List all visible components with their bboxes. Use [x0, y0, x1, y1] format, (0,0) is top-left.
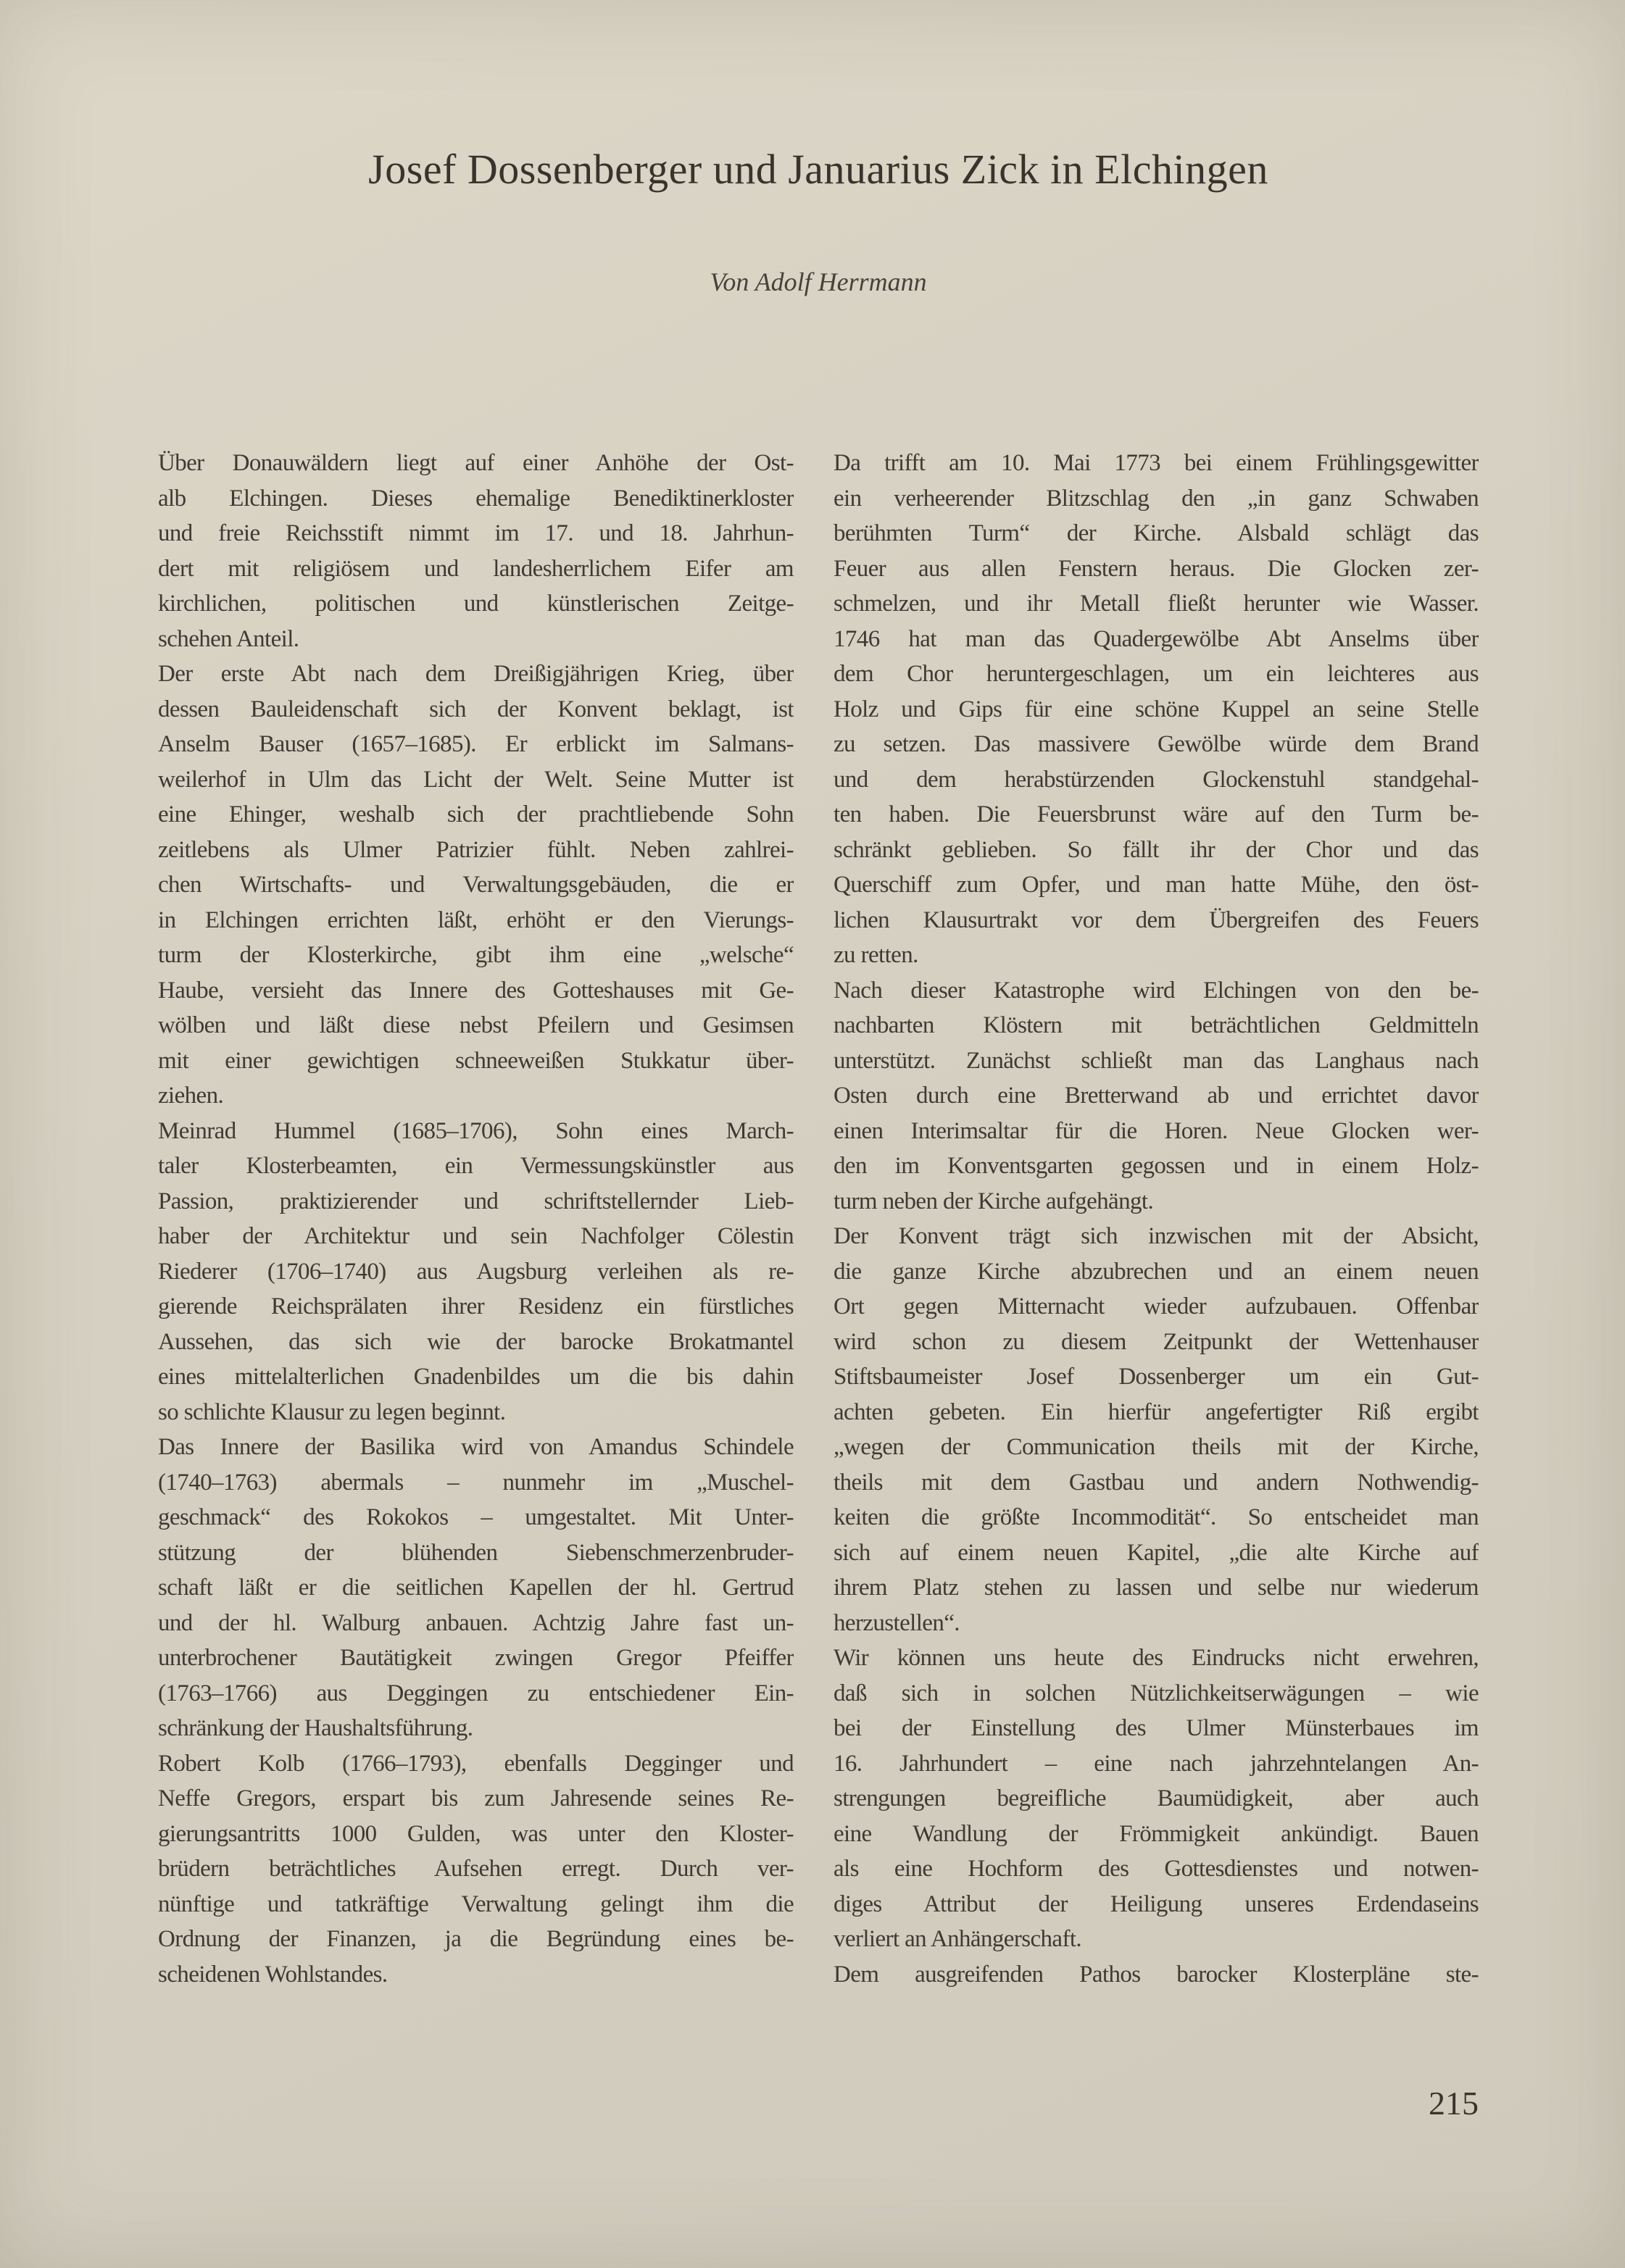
- text-line: Riederer (1706–1740) aus Augsburg verleihen als re-: [158, 1258, 794, 1285]
- text-line: wölben und läßt diese nebst Pfeilern und Gesimsen: [158, 1012, 794, 1038]
- text-line: sich auf einem neuen Kapitel, „die alte Kirche auf: [834, 1539, 1479, 1566]
- text-line: (1740–1763) abermals – nunmehr im „Muschel-: [158, 1469, 794, 1496]
- paragraph: [158, 446, 794, 656]
- text-line: diges Attribut der Heiligung unseres Erdendaseins: [834, 1890, 1479, 1917]
- text-line: wird schon zu diesem Zeitpunkt der Wettenhauser: [834, 1328, 1479, 1355]
- text-line: schehen Anteil.: [158, 625, 299, 652]
- text-line: ziehen.: [158, 1083, 224, 1109]
- text-line: eines mittelalterlichen Gnadenbildes um die bis dahin: [158, 1364, 794, 1390]
- text-line: Passion, praktizierender und schriftstellernder Lieb-: [158, 1188, 794, 1214]
- text-line: haber der Architektur und sein Nachfolger Cölestin: [158, 1223, 794, 1249]
- text-line: kirchlichen, politischen und künstlerischen Zeitge-: [158, 591, 794, 617]
- text-line: Über Donauwäldern liegt auf einer Anhöhe der Ost-: [158, 450, 794, 476]
- text-line: brüdern beträchtliches Aufsehen erregt. Durch ver-: [158, 1856, 794, 1882]
- text-line: ihrem Platz stehen zu lassen und selbe nur wiederum: [834, 1575, 1479, 1601]
- text-line: herzustellen“.: [834, 1609, 960, 1636]
- text-line: chen Wirtschafts- und Verwaltungsgebäuden, die er: [158, 872, 794, 898]
- paragraph: [834, 1957, 1479, 1993]
- paragraph: [834, 1219, 1479, 1640]
- text-line: Ort gegen Mitternacht wieder aufzubauen. Offenbar: [834, 1293, 1479, 1319]
- text-line: (1763–1766) aus Deggingen zu entschiedener Ein-: [158, 1680, 794, 1706]
- text-line: den im Konventsgarten gegossen und in einem Holz-: [834, 1153, 1479, 1179]
- paragraph: [158, 1430, 794, 1746]
- paragraph: [158, 1114, 794, 1430]
- text-line: als eine Hochform des Gottesdienstes und notwen-: [834, 1856, 1479, 1882]
- text-line: scheidenen Wohlstandes.: [158, 1961, 388, 1988]
- text-line: schränkung der Haushaltsführung.: [158, 1715, 473, 1741]
- text-line: schaft läßt er die seitlichen Kapellen der hl. Gertrud: [158, 1575, 794, 1601]
- text-line: schränkt geblieben. So fällt ihr der Chor und das: [834, 836, 1479, 863]
- text-line: nünftige und tatkräftige Verwaltung gelingt ihm die: [158, 1890, 794, 1917]
- text-line: turm der Klosterkirche, gibt ihm eine „welsche“: [158, 942, 794, 968]
- text-line: und dem herabstürzenden Glockenstuhl standgehal-: [834, 766, 1479, 793]
- text-line: turm neben der Kirche aufgehängt.: [834, 1188, 1154, 1214]
- text-line: „wegen der Communication theils mit der Kirche,: [834, 1434, 1479, 1460]
- text-line: nachbarten Klöstern mit beträchtlichen Geldmitteln: [834, 1012, 1479, 1038]
- text-line: Feuer aus allen Fenstern heraus. Die Glocken zer-: [834, 555, 1479, 582]
- page-number: 215: [1429, 2085, 1479, 2122]
- text-line: eine Ehinger, weshalb sich der prachtliebende Sohn: [158, 801, 794, 827]
- text-line: mit einer gewichtigen schneeweißen Stukkatur über-: [158, 1047, 794, 1074]
- text-line: ein verheerender Blitzschlag den „in ganz Schwaben: [834, 485, 1479, 512]
- text-line: gierende Reichsprälaten ihrer Residenz ein fürstliches: [158, 1293, 794, 1319]
- text-line: eine Wandlung der Frömmigkeit ankündigt. Bauen: [834, 1820, 1479, 1847]
- text-line: Meinrad Hummel (1685–1706), Sohn eines March-: [158, 1117, 794, 1144]
- page-title: Josef Dossenberger und Januarius Zick in Elchingen: [368, 146, 1268, 193]
- text-line: dem Chor heruntergeschlagen, um ein leichteres aus: [834, 661, 1479, 687]
- text-line: 1746 hat man das Quadergewölbe Abt Anselms über: [834, 625, 1479, 652]
- text-line: dessen Bauleidenschaft sich der Konvent beklagt, ist: [158, 696, 794, 722]
- text-line: berühmten Turm“ der Kirche. Alsbald schlägt das: [834, 520, 1479, 546]
- text-line: weilerhof in Ulm das Licht der Welt. Seine Mutter ist: [158, 766, 794, 793]
- paragraph: [834, 973, 1479, 1220]
- text-column-left: [158, 446, 794, 1992]
- text-line: Querschiff zum Opfer, und man hatte Mühe, den öst-: [834, 872, 1479, 898]
- text-line: achten gebeten. Ein hierfür angefertigter Riß ergibt: [834, 1398, 1479, 1425]
- paragraph: [158, 1746, 794, 1993]
- text-line: daß sich in solchen Nützlichkeitserwägungen – wie: [834, 1680, 1479, 1706]
- text-line: keiten die größte Incommodität“. So entscheidet man: [834, 1504, 1479, 1530]
- text-line: taler Klosterbeamten, ein Vermessungskünstler aus: [158, 1153, 794, 1179]
- paragraph: [158, 656, 794, 1114]
- text-line: Das Innere der Basilika wird von Amandus Schindele: [158, 1434, 794, 1460]
- text-line: alb Elchingen. Dieses ehemalige Benediktinerkloster: [158, 485, 794, 512]
- text-line: ten haben. Die Feuersbrunst wäre auf den Turm be-: [834, 801, 1479, 827]
- text-line: theils mit dem Gastbau und andern Nothwendig-: [834, 1469, 1479, 1496]
- text-line: und freie Reichsstift nimmt im 17. und 18. Jahrhun-: [158, 520, 794, 546]
- text-line: Neffe Gregors, erspart bis zum Jahresende seines Re-: [158, 1785, 794, 1812]
- text-line: und der hl. Walburg anbauen. Achtzig Jahre fast un-: [158, 1609, 794, 1636]
- text-line: gierungsantritts 1000 Gulden, was unter den Kloster-: [158, 1820, 794, 1847]
- text-line: einen Interimsaltar für die Horen. Neue Glocken wer-: [834, 1117, 1479, 1144]
- text-line: Der erste Abt nach dem Dreißigjährigen Krieg, über: [158, 661, 794, 687]
- text-line: Anselm Bauser (1657–1685). Er erblickt im Salmans-: [158, 731, 794, 757]
- text-column-right: [834, 446, 1479, 1992]
- text-line: 16. Jahrhundert – eine nach jahrzehntelangen An-: [834, 1750, 1479, 1777]
- text-line: Da trifft am 10. Mai 1773 bei einem Frühlingsgewitter: [834, 450, 1479, 476]
- text-line: unterbrochener Bautätigkeit zwingen Gregor Pfeiffer: [158, 1645, 794, 1671]
- text-line: verliert an Anhängerschaft.: [834, 1926, 1082, 1952]
- text-line: bei der Einstellung des Ulmer Münsterbaues im: [834, 1715, 1479, 1741]
- text-line: Aussehen, das sich wie der barocke Brokatmantel: [158, 1328, 794, 1355]
- text-line: zeitlebens als Ulmer Patrizier fühlt. Neben zahlrei-: [158, 836, 794, 863]
- text-line: in Elchingen errichten läßt, erhöht er den Vierungs-: [158, 906, 794, 933]
- text-line: zu retten.: [834, 942, 918, 968]
- text-line: Holz und Gips für eine schöne Kuppel an seine Stelle: [834, 696, 1479, 722]
- text-line: lichen Klausurtrakt vor dem Übergreifen des Feuers: [834, 906, 1479, 933]
- text-line: stützung der blühenden Siebenschmerzenbruder-: [158, 1539, 794, 1566]
- text-line: zu setzen. Das massivere Gewölbe würde dem Brand: [834, 731, 1479, 757]
- paragraph: [834, 1640, 1479, 1957]
- text-line: strengungen begreifliche Baumüdigkeit, aber auch: [834, 1785, 1479, 1812]
- text-line: Der Konvent trägt sich inzwischen mit der Absicht,: [834, 1223, 1479, 1249]
- text-line: Nach dieser Katastrophe wird Elchingen von den be-: [834, 977, 1479, 1004]
- text-line: geschmack“ des Rokokos – umgestaltet. Mit Unter-: [158, 1504, 794, 1530]
- text-line: Ordnung der Finanzen, ja die Begründung eines be-: [158, 1926, 794, 1952]
- author-byline: Von Adolf Herrmann: [710, 267, 927, 296]
- text-line: Dem ausgreifenden Pathos barocker Klosterpläne ste-: [834, 1961, 1479, 1988]
- text-line: Stiftsbaumeister Josef Dossenberger um ein Gut-: [834, 1364, 1479, 1390]
- text-line: schmelzen, und ihr Metall fließt herunter wie Wasser.: [834, 591, 1479, 617]
- text-line: die ganze Kirche abzubrechen und an einem neuen: [834, 1258, 1479, 1285]
- text-line: Robert Kolb (1766–1793), ebenfalls Degginger und: [158, 1750, 794, 1777]
- text-line: Haube, versieht das Innere des Gotteshauses mit Ge-: [158, 977, 794, 1004]
- paragraph: [834, 446, 1479, 973]
- text-line: dert mit religiösem und landesherrlichem Eifer am: [158, 555, 794, 582]
- text-line: unterstützt. Zunächst schließt man das Langhaus nach: [834, 1047, 1479, 1074]
- text-line: Wir können uns heute des Eindrucks nicht erwehren,: [834, 1645, 1479, 1671]
- text-line: so schlichte Klausur zu legen beginnt.: [158, 1398, 506, 1425]
- text-line: Osten durch eine Bretterwand ab und errichtet davor: [834, 1083, 1479, 1109]
